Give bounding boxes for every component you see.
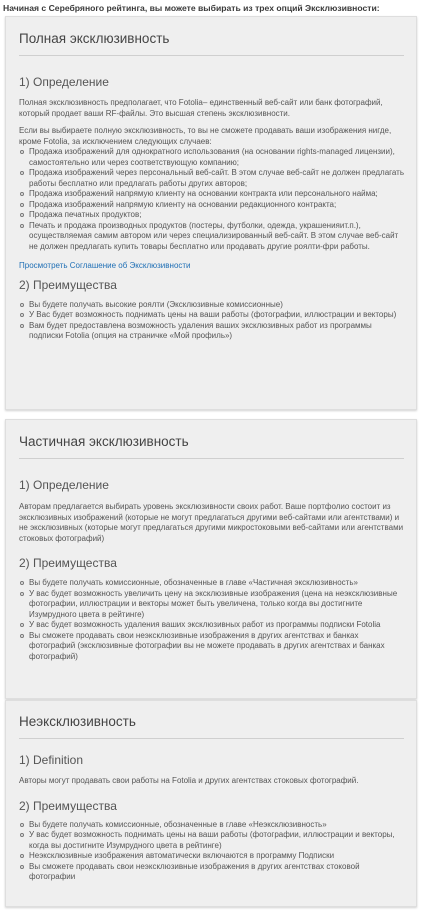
advantages-heading: 2) Преимущества [19,556,117,570]
list-item: Вы будете получать комиссионные, обозначенные в главе «Частичная эксклюзивность» [19,578,404,589]
list-item: Вы будете получать комиссионные, обозначенные в главе «Неэксклюзивность» [19,820,404,831]
list-item: Вам будет предоставлена возможность удаления ваших эксклюзивных работ из программы подписки Fotolia (опция на страничке «Мой профиль») [19,321,404,342]
exclusivity-agreement-link[interactable]: Просмотреть Соглашение об Эксклюзивности [19,261,191,270]
panel-title: Неэксклюзивность [19,714,136,729]
advantages-list [19,578,404,662]
list-item: Продажа изображений напрямую клиенту на основании редакционного контракта; [19,200,404,211]
partial-exclusivity-panel [5,419,417,699]
list-item: У вас будет возможность удаления ваших эксклюзивных работ из программы подписки Fotolia [19,620,404,631]
definition-paragraph: Если вы выбираете полную эксклюзивность, то вы не сможете продавать ваши изображения нигде, кроме Fotolia, за исключением следующих случаев: [19,126,392,146]
panel-title: Частичная эксклюзивность [19,434,189,449]
advantages-list [19,300,404,342]
divider [19,55,404,56]
list-item: Печать и продажа производных продуктов (постеры, футболки, одежда, украшенияит.п.), осуществляемая самим автором или через специализированный веб-сайт. В этом случае веб-сайт не должен предлагать купить товары бесплатно или продавать другие роялти-фри работы. [19,221,404,253]
definition-paragraph: Полная эксклюзивность предполагает, что Fotolia– единственный веб-сайт или банк фотографий, который продает ваши RF-файлы. Это высшая степень эксклюзивности. [19,98,383,118]
list-item: У Вас будет возможность поднимать цены на ваши работы (фотографии, иллюстрации и векторы) [19,310,404,321]
list-item: Вы сможете продавать свои неэксклюзивные изображения в других агентствах стоковой фотографии [19,862,404,883]
list-item: Продажа изображений для однократного использования (на основании rights-managed лицензии), самостоятельно или через соответствующую компанию; [19,147,404,168]
definition-heading: 1) Определение [19,478,109,492]
full-exclusivity-panel [5,16,417,410]
definition-heading: 1) Definition [19,753,84,767]
advantages-list [19,820,404,883]
list-item: Неэксклюзивные изображения автоматически включаются в программу Подписки [19,851,404,862]
panel-title: Полная эксклюзивность [19,31,170,46]
list-item: У вас будет возможность увеличить цену на эксклюзивные изображения (цена на неэксклюзивные фотографии, иллюстрации и векторы может быть увеличена, только когда вы достигните Изумрудного цвета в рейтинге) [19,589,404,621]
list-item: Вы будете получать высокие роялти (Эксклюзивные комиссионные) [19,300,404,311]
list-item: Вы сможете продавать свои неэксклюзивные изображения в других агентствах и банках фотографий (эксклюзивные фотографии вы не можете продавать в других агентствах и банках фотографий) [19,631,404,663]
list-item: Продажа изображений напрямую клиенту на основании контракта или персонального найма; [19,189,404,200]
exceptions-list [19,147,404,252]
definition-paragraph: Авторы могут продавать свои работы на Fotolia и других агентствах стоковых фотографий. [19,776,359,785]
list-item: Продажа печатных продуктов; [19,210,404,221]
non-exclusivity-panel [5,700,417,907]
divider [19,458,404,459]
list-item: У вас будет возможность поднимать цены на ваши работы (фотографии, иллюстрации и векторы, когда вы достигните Изумрудного цвета в рейтинге) [19,830,404,851]
definition-paragraph: Авторам предлагается выбирать уровень эксклюзивности своих работ. Ваше портфолио состоит из эксклюзивных изображений (которые не могут предлагаться другими веб-сайтами или агентствами) и не эксклюзивных (которые могут предлагаться другими микростоковыми веб-сайтами или агентствами стоковых фотографий) [19,502,404,543]
definition-heading: 1) Определение [19,75,109,89]
list-item: Продажа изображений через персональный веб-сайт. В этом случае веб-сайт не должен предлагать работы бесплатно или предлагать работы других авторов; [19,168,404,189]
divider [19,738,404,739]
advantages-heading: 2) Преимущества [19,798,117,813]
advantages-heading: 2) Преимущества [19,277,117,292]
intro-text: Начиная с Серебряного рейтинга, вы можете выбирать из трех опций Эксклюзивности: [3,3,380,13]
